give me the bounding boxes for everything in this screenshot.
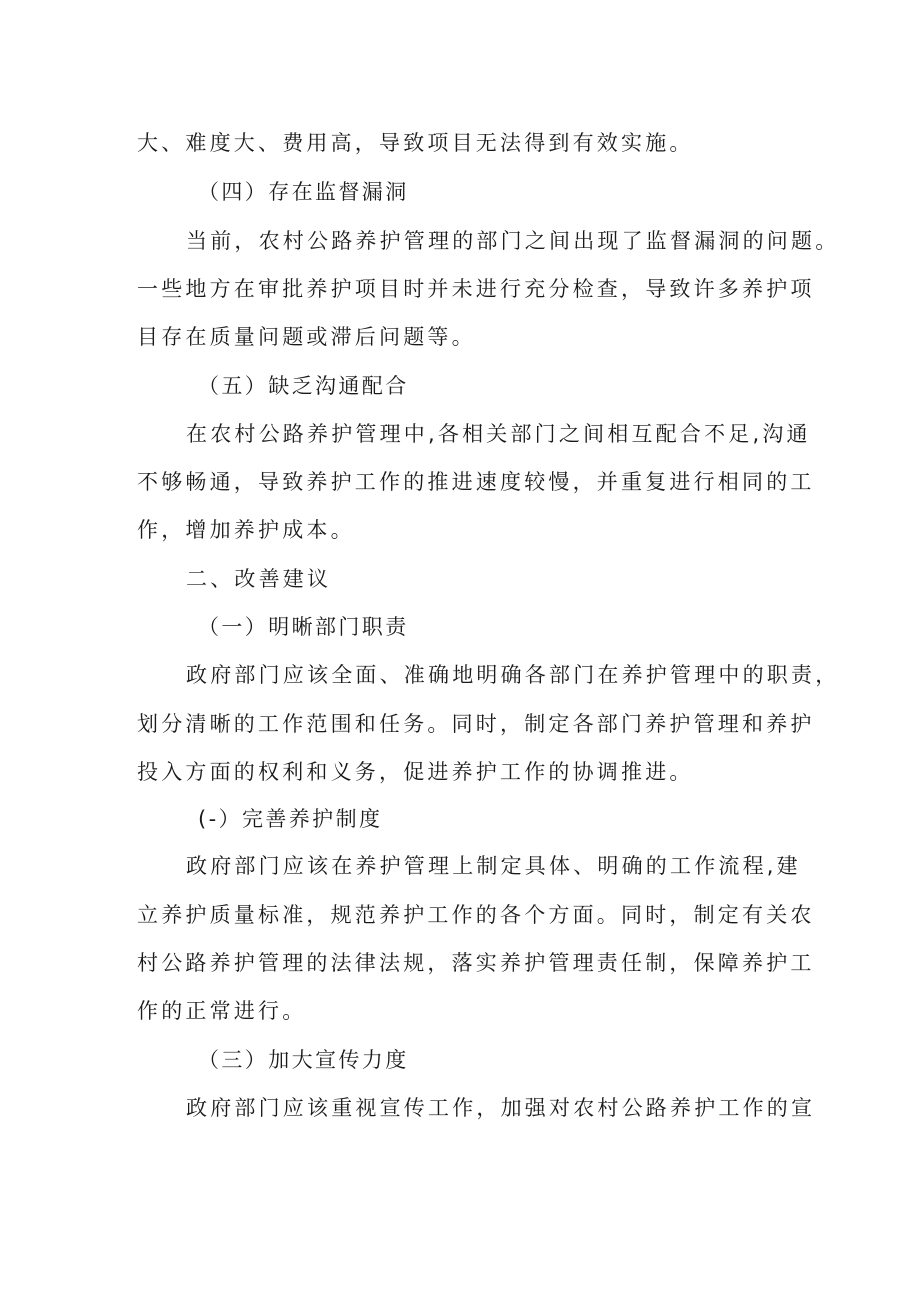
paragraph-line: 政府部门应该全面、准确地明确各部门在养护管理中的职责， xyxy=(186,663,840,687)
paragraph-line: 划分清晰的工作范围和任务。同时，制定各部门养护管理和养护 xyxy=(137,712,815,736)
paragraph-line: 在农村公路养护管理中,各相关部门之间相互配合不足,沟通 xyxy=(186,422,811,446)
paragraph-line: 政府部门应该在养护管理上制定具体、明确的工作流程,建 xyxy=(186,854,801,878)
subheading-3: （三）加大宣传力度 xyxy=(198,1048,409,1072)
paragraph-line: 作，增加养护成本。 xyxy=(137,518,355,542)
paragraph-line: 目存在质量问题或滞后问题等。 xyxy=(137,325,476,349)
paragraph-line: 不够畅通，导致养护工作的推进速度较慢，并重复进行相同的工 xyxy=(137,470,815,494)
paragraph-line: 政府部门应该重视宣传工作，加强对农村公路养护工作的宣 xyxy=(186,1096,816,1120)
paragraph-continuation: 大、难度大、费用高，导致项目无法得到有效实施。 xyxy=(137,131,694,155)
subheading-5: （五）缺乏沟通配合 xyxy=(198,374,409,398)
section-heading: 二、改善建议 xyxy=(186,567,332,591)
paragraph-line: 当前，农村公路养护管理的部门之间出现了监督漏洞的问题。 xyxy=(186,229,840,253)
subheading-1: （一）明晰部门职责 xyxy=(198,615,409,639)
paragraph-line: 立养护质量标准，规范养护工作的各个方面。同时，制定有关农 xyxy=(137,903,815,927)
paragraph-line: 村公路养护管理的法律法规，落实养护管理责任制，保障养护工 xyxy=(137,951,815,975)
paragraph-line: 作的正常进行。 xyxy=(137,999,307,1023)
subheading-4: （四）存在监督漏洞 xyxy=(198,180,409,204)
subheading-2: (-）完善养护制度 xyxy=(198,807,383,831)
paragraph-line: 投入方面的权利和义务，促进养护工作的协调推进。 xyxy=(137,760,694,784)
paragraph-line: 一些地方在审批养护项目时并未进行充分检查，导致许多养护项 xyxy=(137,277,815,301)
